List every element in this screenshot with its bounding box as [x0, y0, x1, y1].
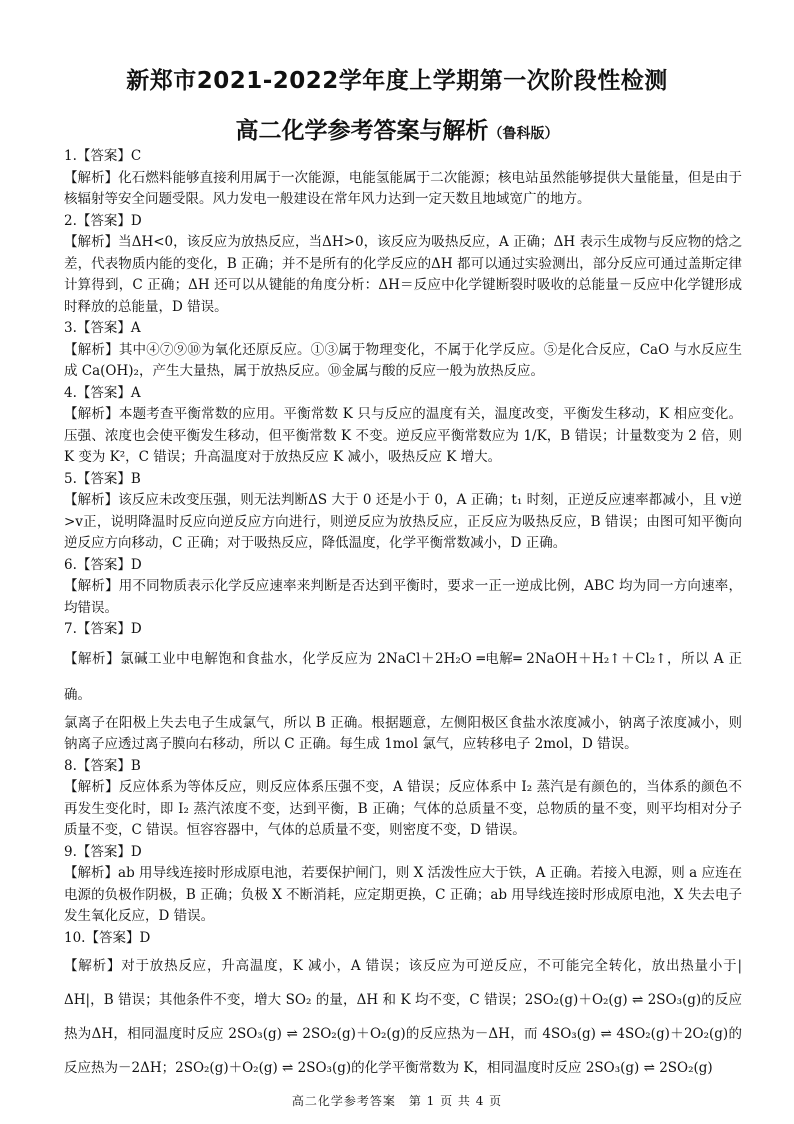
- question-9: [64, 842, 742, 928]
- page-footer: 高二化学参考答案 第 1 页 共 4 页: [291, 1094, 503, 1108]
- explanation: 氯离子在阳极上失去电子生成氯气，所以 B 正确。根据题意，左侧阳极区食盐水浓度减小，钠离子浓度减小，则钠离子应透过离子膜向右移动，所以 C 正确。每生成 1mol 氯气，应转移电子 2mol，D 错误。: [64, 714, 742, 752]
- question-10: [64, 928, 742, 1086]
- question-4: [64, 383, 742, 469]
- explanation: 【解析】该反应未改变压强，则无法判断ΔS 大于 0 还是小于 0，A 正确；t₁ 时刻，正逆反应速率都减小，且 v逆>v正，说明降温时反应向逆反应方向进行，则逆反应为放热反应，正反应为吸热反应，B 错误；由图可知平衡向逆反应方向移动，C 正确；对于吸热反应，降低温度，化学平衡常数减小，D 正确。: [64, 492, 742, 551]
- question-1: [64, 146, 742, 211]
- question-6: [64, 555, 742, 620]
- explanation: 【解析】用不同物质表示化学反应速率来判断是否达到平衡时，要求一正一逆成比例，ABC 均为同一方向速率，均错误。: [64, 578, 742, 616]
- explanation: 【解析】当ΔH<0，该反应为放热反应，当ΔH>0，该反应为吸热反应，A 正确；ΔH 表示生成物与反应物的焓之差，代表物质内能的变化，B 正确；并不是所有的化学反应的ΔH 都可以通过实验测出，部分反应可通过盖斯定律计算得到，C 正确；ΔH 还可以从键能的角度分析：ΔH＝反应中化学键断裂时吸收的总能量－反应中化学键形成时释放的总能量，D 错误。: [64, 234, 742, 315]
- answer-line: 8.【答案】B: [64, 757, 141, 774]
- question-3: [64, 318, 742, 383]
- answer-line: 7.【答案】D: [64, 621, 142, 637]
- question-7: [64, 619, 742, 756]
- explanation: 【解析】本题考查平衡常数的应用。平衡常数 K 只与反应的温度有关，温度改变，平衡发生移动，K 相应变化。压强、浓度也会使平衡发生移动，但平衡常数 K 不变。逆反应平衡常数应为 1/K，B 错误；计量数变为 2 倍，则 K 变为 K²，C 错误；升高温度对于放热反应 K 减小，吸热反应 K 增大。: [64, 406, 742, 465]
- question-5: [64, 469, 742, 555]
- answer-line: 10.【答案】D: [64, 929, 151, 946]
- explanation-equation: 【解析】氯碱工业中电解饱和食盐水，化学反应为 2NaCl＋2H₂O ═电解═ 2NaOH＋H₂↑＋Cl₂↑，所以 A 正确。: [64, 650, 742, 703]
- answer-list: [64, 146, 742, 1085]
- explanation: 【解析】反应体系为等体反应，则反应体系压强不变，A 错误；反应体系中 I₂ 蒸汽是有颜色的，当体系的颜色不再发生变化时，即 I₂ 蒸汽浓度不变，达到平衡，B 正确；气体的总质量不变，总物质的量不变，则平均相对分子质量不变，C 错误。恒容容器中，气体的总质量不变，则密度不变，D 错误。: [64, 779, 742, 838]
- question-8: [64, 756, 742, 842]
- document-subtitle: [0, 112, 794, 145]
- document-title: 新郑市2021-2022学年度上学期第一次阶段性检测: [126, 68, 668, 94]
- explanation: 【解析】化石燃料能够直接利用属于一次能源，电能氢能属于二次能源；核电站虽然能够提供大量能量，但是由于核辐射等安全问题受限。风力发电一般建设在常年风力达到一定天数且地域宽广的地方。: [64, 169, 742, 207]
- answer-line: 1.【答案】C: [64, 148, 142, 164]
- answer-line: 3.【答案】A: [64, 320, 141, 336]
- explanation: 【解析】其中④⑦⑨⑩为氧化还原反应。①③属于物理变化，不属于化学反应。⑤是化合反应，CaO 与水反应生成 Ca(OH)₂，产生大量热，属于放热反应。⑩金属与酸的反应一般为放热反应。: [64, 341, 742, 379]
- answer-line: 9.【答案】D: [64, 843, 142, 860]
- answer-line: 5.【答案】B: [64, 470, 141, 487]
- subtitle-text: 高二化学参考答案与解析: [235, 118, 489, 144]
- explanation: 【解析】对于放热反应，升高温度，K 减小，A 错误；该反应为可逆反应，不可能完全转化，放出热量小于|ΔH|，B 错误；其他条件不变，增大 SO₂ 的量，ΔH 和 K 均不变，C 错误；2SO₂(g)＋O₂(g) ⇌ 2SO₃(g)的反应热为ΔH，相同温度时反应 2SO₃(g) ⇌ 2SO₂(g)＋O₂(g)的反应热为－ΔH，而 4SO₃(g) ⇌ 4SO₂(g)＋2O₂(g)的反应热为－2ΔH；2SO₂(g)＋O₂(g) ⇌ 2SO₃(g)的化学平衡常数为 K，相同温度时反应 2SO₃(g) ⇌ 2SO₂(g): [64, 958, 742, 1076]
- answer-line: 2.【答案】D: [64, 212, 142, 229]
- edition-label: （鲁科版）: [488, 126, 559, 142]
- question-2: [64, 211, 742, 319]
- answer-line: 4.【答案】A: [64, 384, 141, 401]
- explanation: 【解析】ab 用导线连接时形成原电池，若要保护闸门，则 X 活泼性应大于铁，A 正确。若接入电源，则 a 应连在电源的负极作阴极，B 正确；负极 X 不断消耗，应定期更换，C 正确；ab 用导线连接时形成原电池，X 失去电子发生氧化反应，D 错误。: [64, 865, 742, 924]
- answer-line: 6.【答案】D: [64, 556, 142, 573]
